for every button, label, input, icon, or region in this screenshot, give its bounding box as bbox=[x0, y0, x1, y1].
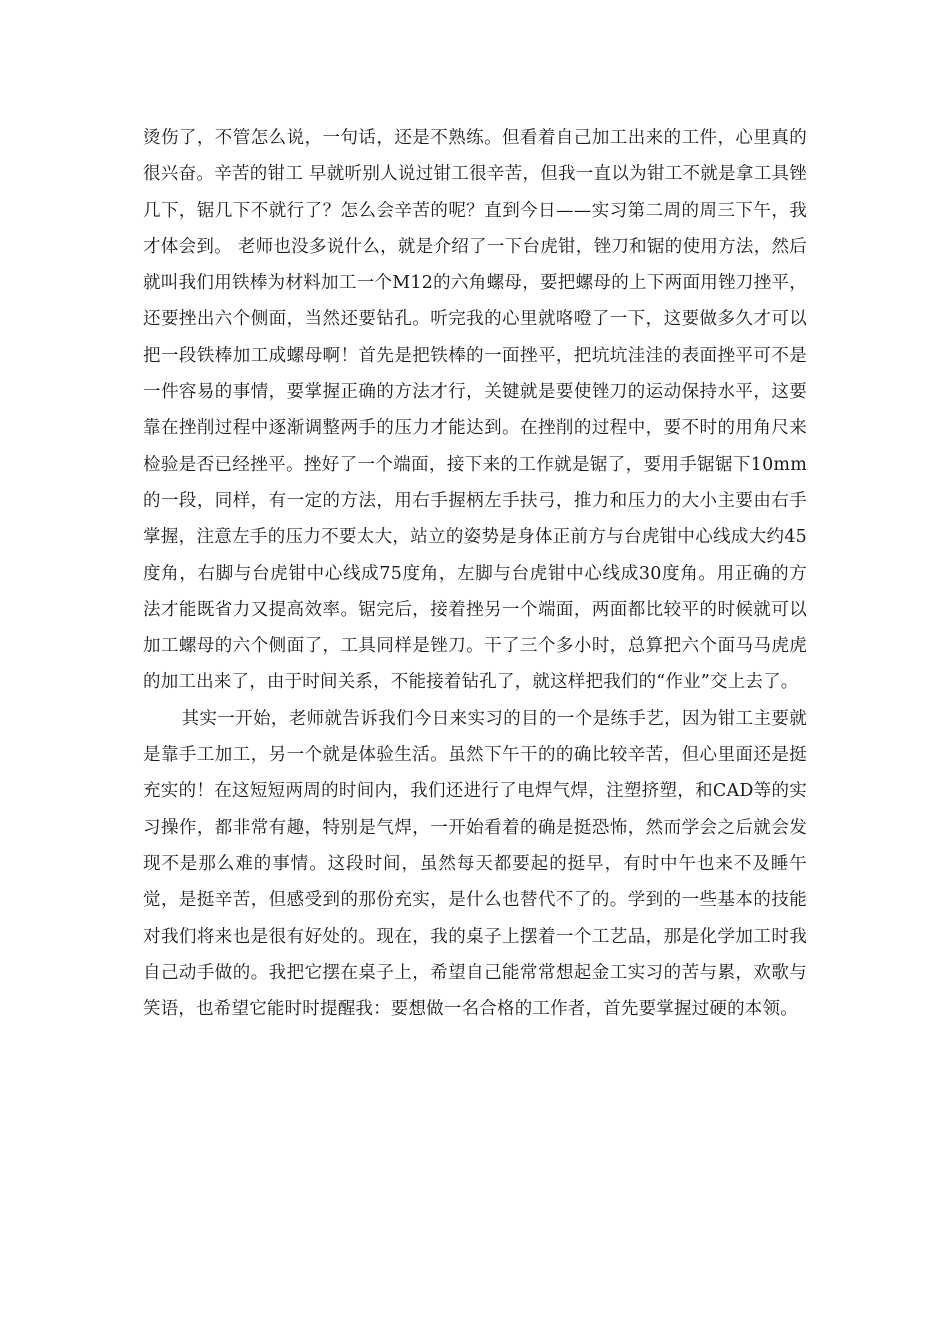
document-body bbox=[143, 120, 807, 1027]
paragraph-2: 其实一开始，老师就告诉我们今日来实习的目的一个是练手艺，因为钳工主要就是靠手工加工，另一个就是体验生活。虽然下午干的的确比较辛苦，但心里面还是挺充实的！在这短短两周的时间内，我们还进行了电焊气焊，注塑挤塑，和CAD等的实习操作，都非常有趣，特别是气焊，一开始看着的确是挺恐怖，然而学会之后就会发现不是那么难的事情。这段时间，虽然每天都要起的挺早，有时中午也来不及睡午觉，是挺辛苦，但感受到的那份充实，是什么也替代不了的。学到的一些基本的技能对我们将来也是很有好处的。现在，我的桌子上摆着一个工艺品，那是化学加工时我自己动手做的。我把它摆在桌子上，希望自己能常常想起金工实习的苦与累，欢歌与笑语，也希望它能时时提醒我：要想做一名合格的工作者，首先要掌握过硬的本领。 bbox=[143, 708, 807, 1020]
paragraph-1: 烫伤了，不管怎么说，一句话，还是不熟练。但看着自己加工出来的工件，心里真的很兴奋。辛苦的钳工 早就听别人说过钳工很辛苦，但我一直以为钳工不就是拿工具锉几下，锯几下不就行了？怎么会辛苦的呢？直到今日——实习第二周的周三下午，我才体会到。 老师也没多说什么，就是介绍了一下台虎钳，锉刀和锯的使用方法，然后就叫我们用铁棒为材料加工一个M12的六角螺母，要把螺母的上下两面用锉刀挫平，还要挫出六个侧面，当然还要钻孔。听完我的心里就咯噔了一下，这要做多久才可以把一段铁棒加工成螺母啊！首先是把铁棒的一面挫平，把坑坑洼洼的表面挫平可不是一件容易的事情，要掌握正确的方法才行，关键就是要使锉刀的运动保持水平，这要靠在挫削过程中逐渐调整两手的压力才能达到。在挫削的过程中，要不时的用角尺来检验是否已经挫平。挫好了一个端面，接下来的工作就是锯了，要用手锯锯下10mm的一段，同样，有一定的方法，用右手握柄左手扶弓，推力和压力的大小主要由右手掌握，注意左手的压力不要太大，站立的姿势是身体正前方与台虎钳中心线成大约45度角，右脚与台虎钳中心线成75度角，左脚与台虎钳中心线成30度角。用正确的方法才能既省力又提高效率。锯完后，接着挫另一个端面，两面都比较平的时候就可以加工螺母的六个侧面了，工具同样是锉刀。干了三个多小时，总算把六个面马马虎虎的加工出来了，由于时间关系，不能接着钻孔了，就这样把我们的“作业”交上去了。 bbox=[143, 128, 807, 693]
